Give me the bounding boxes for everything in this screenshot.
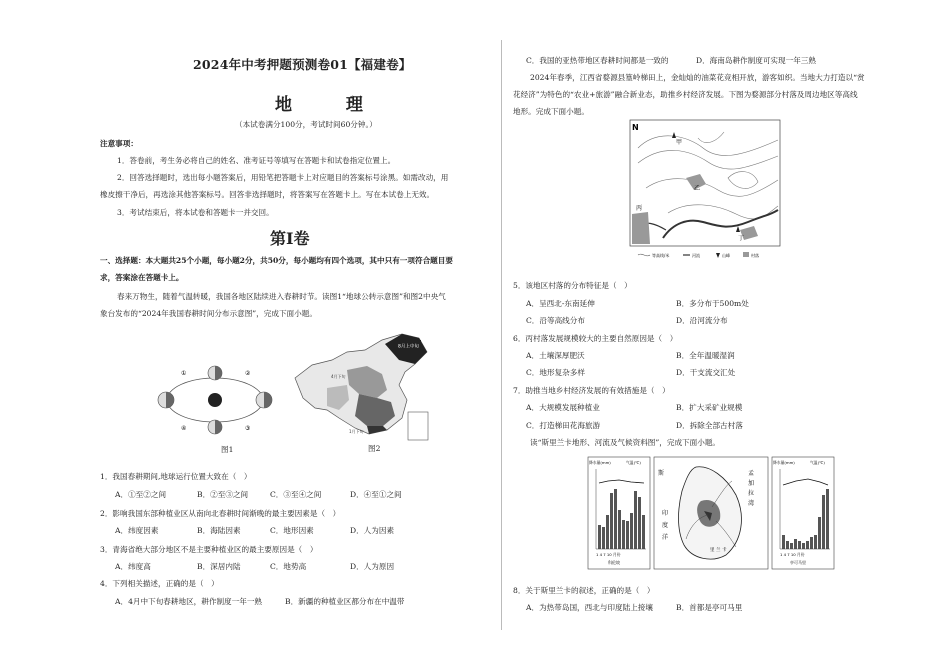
exam-title: 2024年中考押题预测卷01【福建卷】	[193, 57, 412, 72]
question-4-stem: 4．下列相关描述，正确的是（ ）	[100, 579, 219, 588]
svg-text:拉: 拉	[748, 490, 755, 497]
svg-text:④: ④	[181, 425, 187, 432]
question-6-stem: 6．丙村落发展规模较大的主要自然原因是（ ）	[513, 334, 678, 343]
svg-text:③: ③	[245, 425, 251, 432]
figure-2-tag-2: 4月下旬	[331, 374, 346, 379]
svg-text:等高线/米: 等高线/米	[652, 253, 670, 258]
figure-2-label: 图2	[368, 444, 381, 453]
svg-text:气温(℃): 气温(℃)	[626, 460, 641, 465]
svg-text:兰: 兰	[716, 548, 721, 553]
question-5-option-a[interactable]: A．呈西北-东南延伸	[526, 299, 595, 308]
passage-2-line-3: 地形。完成下面小题。	[513, 107, 589, 116]
passage-1-line-1: 春来万物生，随着气温转暖，我国各地区陆续进入春耕时节。读图1“地球公转示意图”和图2中央气	[117, 292, 446, 301]
exam-meta: （本试卷满分100分，考试时间60分钟。）	[235, 120, 377, 129]
notice-item-2-cont: 橡皮擦干净后，再选涂其他答案标号。回答非选择题时，将答案写在答题卡上。写在本试卷上无效。	[100, 190, 435, 199]
passage-1-line-2: 象台发布的“2024年我国春耕时间分布示意图”，完成下面小题。	[100, 309, 317, 318]
svg-text:②: ②	[245, 370, 251, 377]
figure-1-orbit-diagram	[153, 355, 273, 450]
svg-text:山峰: 山峰	[722, 253, 730, 258]
passage-2-line-2: 花经济”为特色的“农业+旅游”融合新业态，助推乡村经济发展。下图为婺源部分村落及周边地区等高线	[513, 90, 858, 99]
contour-map-figure	[628, 118, 788, 263]
question-2-option-c[interactable]: C．地形因素	[270, 526, 314, 535]
question-8-option-a[interactable]: A．为热带岛国，西北与印度陆上接壤	[526, 603, 653, 612]
section-intro-2: 求，答案涂在答题卡上。	[100, 273, 184, 282]
question-8-stem: 8．关于斯里兰卡的叙述，正确的是（ ）	[513, 586, 655, 595]
question-2-option-d[interactable]: D．人为因素	[350, 526, 395, 535]
column-divider	[501, 40, 502, 630]
svg-text:气温(℃): 气温(℃)	[810, 460, 825, 465]
question-4-option-a[interactable]: A．4月中下旬春耕地区，耕作制度一年一熟	[115, 597, 263, 606]
notice-item-2: 2．回答选择题时，选出每小题答案后，用铅笔把答题卡上对应题目的答案标号涂黑。如需改动，用	[117, 173, 449, 182]
left-column	[95, 0, 495, 672]
svg-text:1 4 7 10 月份: 1 4 7 10 月份	[780, 552, 805, 557]
question-8-option-b[interactable]: B．首都是亭可马里	[676, 603, 743, 612]
question-6-option-b[interactable]: B．全年温暖湿润	[676, 351, 735, 360]
map-label-ding: 丁	[738, 235, 745, 242]
notice-item-1: 1．答卷前，考生务必将自己的姓名、准考证号等填写在答题卡和试卷指定位置上。	[117, 156, 396, 165]
right-column	[508, 0, 908, 672]
notice-heading: 注意事项：	[100, 139, 138, 148]
question-1-option-b[interactable]: B．②至③之间	[197, 490, 249, 499]
svg-text:孟: 孟	[748, 470, 755, 477]
question-6-option-d[interactable]: D．干支流交汇处	[676, 368, 736, 377]
question-7-option-a[interactable]: A．大规模发展种植业	[526, 403, 600, 412]
question-3-stem: 3．青海省绝大部分地区不是主要种植业区的最主要原因是（ ）	[100, 545, 318, 554]
question-5-option-c[interactable]: C．沿等高线分布	[526, 316, 585, 325]
question-4-option-c[interactable]: C．我国的亚热带地区春耕时间都是一致的	[526, 56, 669, 65]
question-4-option-d[interactable]: D．海南岛耕作制度可实现一年三熟	[696, 56, 816, 65]
svg-text:卡: 卡	[722, 548, 727, 553]
question-3-option-d[interactable]: D．人为原因	[350, 562, 395, 571]
question-4-option-b[interactable]: B．新疆的种植业区都分布在中温带	[285, 597, 405, 606]
svg-text:加: 加	[748, 480, 755, 487]
svg-text:里: 里	[710, 548, 715, 553]
svg-text:亭可马里: 亭可马里	[790, 560, 806, 565]
svg-text:村落: 村落	[751, 253, 759, 258]
question-2-option-a[interactable]: A．纬度因素	[115, 526, 159, 535]
question-1-stem: 1．我国春耕期间,地球运行位置大致在（ ）	[100, 472, 252, 481]
village-legend-icon	[743, 252, 749, 257]
svg-text:降水量(mm): 降水量(mm)	[773, 460, 795, 465]
svg-text:科伦坡: 科伦坡	[608, 560, 620, 565]
subject-title: 地 理	[275, 95, 387, 115]
passage-3: 读“斯里兰卡地形、河流及气候资料图”，完成下面小题。	[530, 438, 721, 447]
svg-text:①: ①	[181, 370, 187, 377]
svg-text:河流: 河流	[692, 253, 700, 258]
question-5-stem: 5．该地区村落的分布特征是（ ）	[513, 281, 632, 290]
question-2-stem: 2．影响我国东部种植业区从南向北春耕时间渐晚的最主要因素是（ ）	[100, 509, 341, 518]
question-1-option-a[interactable]: A．①至②之间	[115, 490, 167, 499]
sri-lanka-figure	[586, 455, 836, 573]
question-7-stem: 7．助推当地乡村经济发展的有效措施是（ ）	[513, 386, 670, 395]
svg-text:斯: 斯	[658, 470, 665, 477]
map-label-bing: 丙	[636, 205, 643, 212]
mountain-peak-icon	[716, 253, 720, 258]
svg-text:湾: 湾	[748, 500, 755, 507]
question-1-option-d[interactable]: D．④至①之间	[350, 490, 402, 499]
question-7-option-b[interactable]: B．扩大采矿业规模	[676, 403, 743, 412]
question-3-option-c[interactable]: C．地势高	[270, 562, 307, 571]
svg-text:降水量(mm): 降水量(mm)	[589, 460, 611, 465]
question-1-option-c[interactable]: C．③至④之间	[270, 490, 322, 499]
notice-item-3: 3．考试结束后，将本试卷和答题卡一并交回。	[117, 208, 274, 217]
passage-2-line-1: 2024年春季，江西省婺源县篁岭梯田上，金灿灿的油菜花竞相开放，游客如织。当地大力打造以“赏	[530, 73, 865, 82]
question-7-option-d[interactable]: D．拆除全部古村落	[676, 421, 743, 430]
question-7-option-c[interactable]: C．打造梯田花海旅游	[526, 421, 601, 430]
question-2-option-b[interactable]: B．海陆因素	[197, 526, 241, 535]
svg-text:度: 度	[662, 522, 669, 529]
figure-2-tag-3: 1月下旬	[349, 429, 364, 434]
svg-text:1 4 7 10 月份: 1 4 7 10 月份	[596, 552, 621, 557]
map-label-yi: 乙	[694, 185, 701, 192]
svg-text:印: 印	[662, 510, 669, 517]
section-title: 第Ⅰ卷	[270, 229, 310, 248]
section-intro-1: 一、选择题：本大题共25个小题，每小题2分，共50分，每小题均有四个选项，其中只有一项符合题目要	[100, 256, 453, 265]
question-6-option-a[interactable]: A．土壤深厚肥沃	[526, 351, 585, 360]
question-3-option-a[interactable]: A．纬度高	[115, 562, 151, 571]
question-5-option-b[interactable]: B．多分布于500m处	[676, 299, 749, 308]
north-arrow-icon: N	[632, 123, 639, 132]
sun-icon	[208, 393, 222, 407]
question-5-option-d[interactable]: D．沿河流分布	[676, 316, 728, 325]
svg-text:洋: 洋	[662, 534, 669, 541]
map-label-jia: 甲	[676, 139, 683, 146]
question-6-option-c[interactable]: C．地形复杂多样	[526, 368, 585, 377]
figure-2-tag: 8月上中旬	[398, 344, 419, 350]
figure-2-china-map	[287, 330, 437, 445]
figure-1-label: 图1	[221, 445, 234, 454]
question-3-option-b[interactable]: B．深居内陆	[197, 562, 241, 571]
